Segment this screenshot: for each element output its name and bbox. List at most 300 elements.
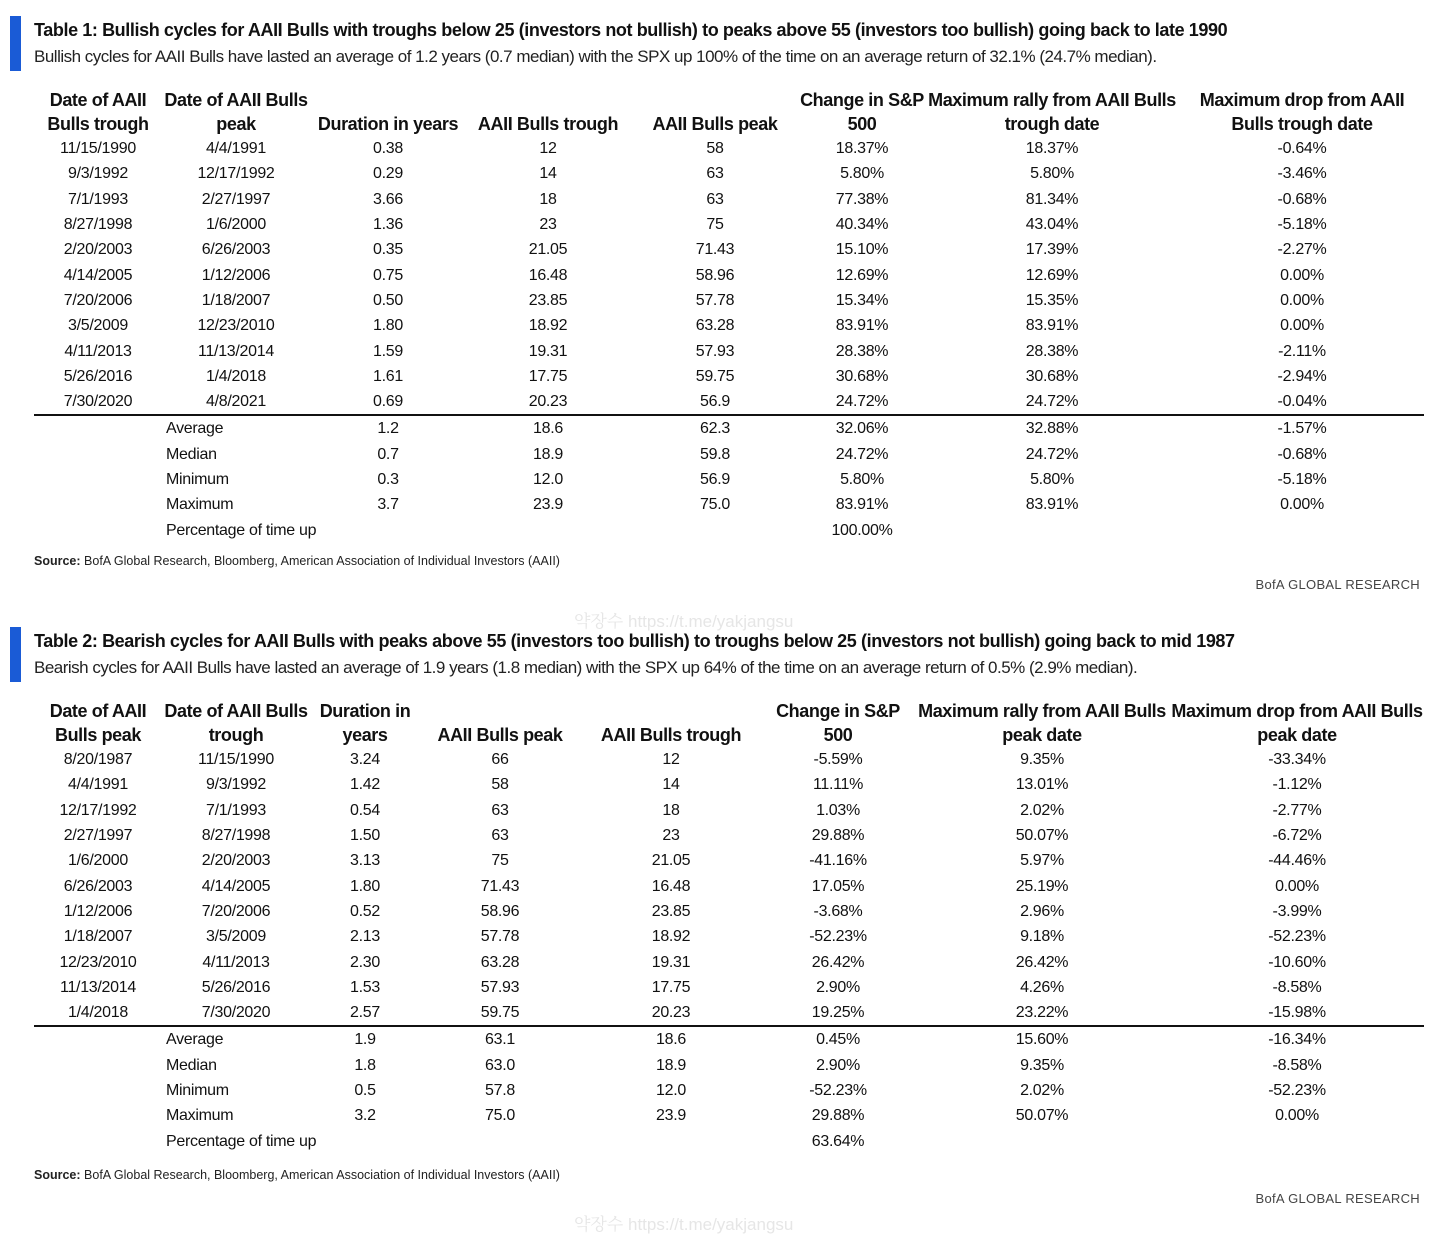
table-cell: 13.01% xyxy=(1015,776,1069,794)
table-cell: 4/4/1991 xyxy=(68,776,128,794)
table-cell: 7/1/1993 xyxy=(206,801,266,819)
table-cell: 5.97% xyxy=(1020,852,1064,870)
table-cell: 1.53 xyxy=(350,978,380,996)
summary-row xyxy=(34,1128,1424,1153)
table-cell: 57.93 xyxy=(480,978,520,996)
table-cell: 25.19% xyxy=(1015,877,1069,895)
table-cell: 16.48 xyxy=(651,877,691,895)
column-header: Duration in years xyxy=(319,701,411,745)
table-cell: 83.91% xyxy=(1025,317,1079,335)
table-cell: -41.16% xyxy=(809,852,867,870)
summary-row xyxy=(34,1103,1424,1128)
table-cell: 57.78 xyxy=(695,291,735,309)
table-cell: 11/15/1990 xyxy=(60,140,136,158)
table-cell: 2.57 xyxy=(350,1004,380,1022)
table-row xyxy=(34,823,1424,848)
column-header: AAII Bulls peak xyxy=(652,114,778,134)
summary-cell: 23.9 xyxy=(656,1107,686,1125)
table-cell: 1/4/2018 xyxy=(68,1004,128,1022)
column-header: Maximum drop from AAII Bulls peak date xyxy=(1171,701,1423,745)
table-cell: -52.23% xyxy=(809,928,867,946)
empty-cell xyxy=(34,467,162,492)
summary-cell: 63.1 xyxy=(420,1026,580,1052)
table-cell: 14 xyxy=(662,776,680,794)
table-cell: 58 xyxy=(706,140,724,158)
empty-cell xyxy=(34,415,162,441)
table-cell: 66 xyxy=(491,751,509,769)
summary-label: Minimum xyxy=(166,471,229,488)
table-cell: 4/8/2021 xyxy=(206,393,266,411)
summary-cell: -16.34% xyxy=(1170,1026,1424,1052)
empty-cell xyxy=(34,1053,162,1078)
table-cell: 4/4/1991 xyxy=(206,140,266,158)
source-text: BofA Global Research, Bloomberg, American Association of Individual Investors (AAII) xyxy=(84,1168,560,1182)
summary-cell: 23.9 xyxy=(533,496,563,514)
table-cell: 12.69% xyxy=(835,266,889,284)
summary-cell: 24.72% xyxy=(835,445,889,463)
table-cell: 1.50 xyxy=(350,827,380,845)
summary-row xyxy=(34,517,1424,542)
summary-cell: 0.5 xyxy=(354,1082,376,1099)
table-cell: 11/13/2014 xyxy=(60,978,136,996)
table-cell: 1.80 xyxy=(373,317,403,335)
summary-cell: 75.0 xyxy=(485,1107,515,1125)
table-cell: 4/11/2013 xyxy=(202,953,270,971)
table-cell: 8/27/1998 xyxy=(201,827,271,845)
table-cell: 75 xyxy=(706,216,724,234)
summary-cell xyxy=(1170,1128,1424,1153)
table-cell: 5/26/2016 xyxy=(63,367,133,385)
table-cell: 12/17/1992 xyxy=(197,165,275,183)
table-cell: -2.77% xyxy=(1272,801,1322,819)
summary-cell xyxy=(466,517,630,542)
summary-row xyxy=(34,442,1424,467)
summary-cell: 3.7 xyxy=(377,496,399,514)
column-header: Maximum rally from AAII Bulls peak date xyxy=(918,701,1166,745)
table-cell: 3.66 xyxy=(373,190,403,208)
summary-cell: 24.72% xyxy=(1025,445,1079,463)
summary-label: Maximum xyxy=(166,1107,234,1125)
summary-cell: 100.00% xyxy=(831,521,893,539)
table-cell: 2.90% xyxy=(816,978,860,996)
table-cell: 7/1/1993 xyxy=(68,190,128,208)
summary-cell: 2.90% xyxy=(816,1056,860,1074)
summary-label: Percentage of time up xyxy=(166,1132,317,1150)
empty-cell xyxy=(34,517,162,542)
table-row xyxy=(34,848,1424,873)
table-cell: 2/20/2003 xyxy=(201,852,271,870)
table-cell: 63.28 xyxy=(480,953,520,971)
table2-source xyxy=(34,1168,560,1182)
column-header: Maximum rally from AAII Bulls trough date xyxy=(928,90,1176,134)
table-cell: 2.30 xyxy=(350,953,380,971)
summary-cell: 18.6 xyxy=(466,415,630,441)
table-cell: 23.85 xyxy=(528,291,568,309)
table-cell: 2.96% xyxy=(1020,902,1064,920)
table-cell: 0.69 xyxy=(373,393,403,411)
table1-title: Table 1: Bullish cycles for AAII Bulls with troughs below 25 (investors not bullish) to peaks above 55 (investors too bullish) going back to late 1990 xyxy=(34,20,1228,40)
table-cell: 11.11% xyxy=(812,776,864,794)
table-cell: -0.04% xyxy=(1277,393,1327,411)
table-cell: 1/12/2006 xyxy=(201,266,271,284)
summary-label: Maximum xyxy=(166,496,234,514)
table-cell: 20.23 xyxy=(528,393,568,411)
table-row xyxy=(34,798,1424,823)
table-cell: 12/23/2010 xyxy=(197,317,275,335)
table-cell: 7/30/2020 xyxy=(63,393,133,411)
table-cell: 18.37% xyxy=(835,140,889,158)
table-cell: 16.48 xyxy=(528,266,568,284)
table-cell: 0.54 xyxy=(350,801,380,819)
table-cell: 29.88% xyxy=(811,827,865,845)
column-header: Duration in years xyxy=(317,114,459,134)
summary-cell xyxy=(1180,517,1424,542)
table1 xyxy=(34,88,1424,543)
table-row xyxy=(34,924,1424,949)
summary-cell: 1.2 xyxy=(310,415,466,441)
summary-cell: 83.91% xyxy=(1025,496,1079,514)
table2-footer: BofA GLOBAL RESEARCH xyxy=(1255,1191,1420,1206)
table-cell: 2/20/2003 xyxy=(63,241,133,259)
table2-title: Table 2: Bearish cycles for AAII Bulls with peaks above 55 (investors too bullish) to troughs below 25 (investors not bullish) going back to mid 1987 xyxy=(34,631,1235,651)
column-header: AAII Bulls trough xyxy=(600,725,742,745)
table-cell: 11/15/1990 xyxy=(198,751,274,769)
summary-cell xyxy=(420,1128,580,1153)
table-cell: 59.75 xyxy=(695,367,735,385)
table-cell: 1.42 xyxy=(350,776,380,794)
summary-cell: 0.3 xyxy=(377,471,399,488)
table-cell: 9.35% xyxy=(1020,751,1064,769)
empty-cell xyxy=(34,1078,162,1103)
column-header: Date of AAII Bulls trough xyxy=(164,701,308,745)
table-cell: 12.69% xyxy=(1025,266,1079,284)
summary-cell: -52.23% xyxy=(809,1082,867,1099)
table-cell: 6/26/2003 xyxy=(63,877,133,895)
table-cell: 12/23/2010 xyxy=(59,953,137,971)
table-row xyxy=(34,899,1424,924)
table-cell: 23.22% xyxy=(1015,1004,1069,1022)
summary-cell: -52.23% xyxy=(1268,1082,1326,1099)
table-cell: 3.13 xyxy=(350,852,380,870)
summary-row xyxy=(34,467,1424,492)
table1-source xyxy=(34,554,560,568)
table-cell: 71.43 xyxy=(480,877,520,895)
table-cell: -2.94% xyxy=(1277,367,1327,385)
summary-row xyxy=(34,492,1424,517)
table-cell: -3.99% xyxy=(1272,902,1322,920)
summary-label: Median xyxy=(166,445,217,463)
table-cell: 21.05 xyxy=(528,241,568,259)
summary-cell: 50.07% xyxy=(1015,1107,1069,1125)
table-cell: 1.80 xyxy=(350,877,380,895)
table-cell: 0.75 xyxy=(373,266,403,284)
table-cell: -5.59% xyxy=(813,751,863,769)
summary-row xyxy=(34,1078,1424,1103)
table-cell: 12/17/1992 xyxy=(59,801,137,819)
table-cell: 5.80% xyxy=(1030,165,1074,183)
table-cell: 15.35% xyxy=(1025,291,1079,309)
table-cell: 15.10% xyxy=(835,241,889,259)
summary-label: Percentage of time up xyxy=(166,521,317,539)
table-cell: 21.05 xyxy=(651,852,691,870)
table-cell: 18.37% xyxy=(1025,140,1079,158)
summary-cell: 18.6 xyxy=(580,1026,762,1052)
table-cell: 28.38% xyxy=(1025,342,1079,360)
table-cell: 4/11/2013 xyxy=(64,342,132,360)
table-cell: -0.68% xyxy=(1277,190,1327,208)
table-cell: -2.11% xyxy=(1278,342,1326,360)
table-cell: 18.92 xyxy=(528,317,568,335)
table-cell: 40.34% xyxy=(835,216,889,234)
table-cell: 63 xyxy=(706,190,724,208)
table-cell: 0.35 xyxy=(373,241,403,259)
summary-row xyxy=(34,1053,1424,1078)
column-header: Change in S&P 500 xyxy=(776,701,900,745)
summary-label: Minimum xyxy=(166,1082,229,1099)
table-cell: 2/27/1997 xyxy=(63,827,133,845)
table-row xyxy=(34,262,1424,287)
summary-cell: 29.88% xyxy=(811,1107,865,1125)
summary-cell: 32.06% xyxy=(800,415,924,441)
summary-cell: 32.88% xyxy=(924,415,1180,441)
column-header: Date of AAII Bulls peak xyxy=(49,701,147,745)
table-cell: 58.96 xyxy=(480,902,520,920)
table-cell: 23 xyxy=(662,827,680,845)
table-cell: 58 xyxy=(491,776,509,794)
summary-cell: 0.00% xyxy=(1275,1107,1319,1125)
table-row xyxy=(34,747,1424,772)
table-cell: 3/5/2009 xyxy=(68,317,128,335)
table-cell: 9/3/1992 xyxy=(206,776,266,794)
table-cell: 0.38 xyxy=(373,140,403,158)
table-row xyxy=(34,313,1424,338)
empty-cell xyxy=(34,1026,162,1052)
table2-accent-bar xyxy=(10,627,21,682)
table-cell: 18 xyxy=(539,190,557,208)
table-cell: -10.60% xyxy=(1268,953,1326,971)
table-cell: -5.18% xyxy=(1277,216,1327,234)
table-cell: 0.00% xyxy=(1280,291,1324,309)
table-cell: 75 xyxy=(491,852,509,870)
summary-cell xyxy=(914,1128,1170,1153)
summary-cell: 0.00% xyxy=(1280,496,1324,514)
table-cell: 0.00% xyxy=(1275,877,1319,895)
table-cell: 56.9 xyxy=(700,393,730,411)
table1-footer: BofA GLOBAL RESEARCH xyxy=(1255,577,1420,592)
table-cell: 24.72% xyxy=(835,393,889,411)
table-cell: 50.07% xyxy=(1015,827,1069,845)
table-cell: 14 xyxy=(539,165,557,183)
summary-cell: 9.35% xyxy=(1020,1056,1064,1074)
summary-cell: 62.3 xyxy=(630,415,800,441)
summary-cell: 15.60% xyxy=(914,1026,1170,1052)
table-cell: 23.85 xyxy=(651,902,691,920)
table-cell: 30.68% xyxy=(1025,367,1079,385)
summary-cell: 1.9 xyxy=(310,1026,420,1052)
table-row xyxy=(34,772,1424,797)
table-cell: 0.29 xyxy=(373,165,403,183)
table1-accent-bar xyxy=(10,16,21,71)
table-cell: 17.05% xyxy=(811,877,865,895)
summary-cell: 57.8 xyxy=(485,1082,515,1099)
table-cell: -0.64% xyxy=(1277,140,1327,158)
summary-cell: 1.8 xyxy=(354,1056,376,1074)
table-cell: 63.28 xyxy=(695,317,735,335)
table-cell: 5.80% xyxy=(840,165,884,183)
table-cell: 12 xyxy=(539,140,557,158)
column-header: AAII Bulls trough xyxy=(477,114,619,134)
table-cell: -3.46% xyxy=(1277,165,1327,183)
table-cell: 5/26/2016 xyxy=(201,978,271,996)
table-cell: 17.75 xyxy=(528,367,568,385)
table-cell: 7/20/2006 xyxy=(201,902,271,920)
empty-cell xyxy=(34,1128,162,1153)
summary-cell: 18.9 xyxy=(533,445,563,463)
table-cell: 18 xyxy=(662,801,680,819)
empty-cell xyxy=(34,1103,162,1128)
table-cell: -44.46% xyxy=(1268,852,1326,870)
source-label: Source: xyxy=(34,1168,81,1182)
source-text: BofA Global Research, Bloomberg, American Association of Individual Investors (AAII) xyxy=(84,554,560,568)
table-cell: 0.52 xyxy=(350,902,380,920)
summary-cell: 83.91% xyxy=(835,496,889,514)
header-row xyxy=(34,88,1424,136)
table-cell: -33.34% xyxy=(1268,751,1326,769)
table-cell: 81.34% xyxy=(1025,190,1079,208)
summary-cell: 63.64% xyxy=(811,1132,865,1150)
table-cell: 0.00% xyxy=(1280,266,1324,284)
table2 xyxy=(34,699,1424,1154)
table-cell: 19.31 xyxy=(528,342,568,360)
table-cell: 7/20/2006 xyxy=(63,291,133,309)
table-row xyxy=(34,873,1424,898)
table-row xyxy=(34,212,1424,237)
table-cell: 4/14/2005 xyxy=(63,266,133,284)
table-cell: -2.27% xyxy=(1277,241,1327,259)
table-row xyxy=(34,161,1424,186)
summary-cell: -8.58% xyxy=(1272,1056,1322,1074)
watermark: 약장수 https://t.me/yakjangsu xyxy=(574,612,794,631)
table-cell: -8.58% xyxy=(1272,978,1322,996)
summary-cell: 3.2 xyxy=(354,1107,376,1125)
table-cell: 4/14/2005 xyxy=(201,877,271,895)
table-row xyxy=(34,389,1424,415)
summary-cell xyxy=(580,1128,762,1153)
table-cell: -15.98% xyxy=(1268,1004,1326,1022)
table1-subtitle: Bullish cycles for AAII Bulls have lasted an average of 1.2 years (0.7 median) with the SPX up 100% of the time on an average return of 32.1% (24.7% median). xyxy=(34,47,1157,66)
summary-row xyxy=(34,415,1424,441)
table-cell: 3.24 xyxy=(350,751,380,769)
summary-row xyxy=(34,1026,1424,1052)
table-cell: 58.96 xyxy=(695,266,735,284)
summary-cell: -1.57% xyxy=(1180,415,1424,441)
table-row xyxy=(34,1000,1424,1026)
table-cell: 12 xyxy=(662,751,680,769)
table-cell: 2.02% xyxy=(1020,801,1064,819)
column-header: Change in S&P 500 xyxy=(800,90,924,134)
table-cell: -6.72% xyxy=(1272,827,1322,845)
table-cell: 9/3/1992 xyxy=(68,165,128,183)
table-cell: 1/12/2006 xyxy=(63,902,133,920)
table-cell: 63 xyxy=(491,801,509,819)
summary-cell: 56.9 xyxy=(700,471,730,488)
summary-cell: 12.0 xyxy=(656,1082,686,1099)
table-cell: 7/30/2020 xyxy=(201,1004,271,1022)
table-cell: 15.34% xyxy=(835,291,889,309)
summary-cell: -0.68% xyxy=(1277,445,1327,463)
table-cell: 59.75 xyxy=(480,1004,520,1022)
table-cell: 77.38% xyxy=(835,190,889,208)
table-row xyxy=(34,364,1424,389)
table-cell: 8/20/1987 xyxy=(63,751,133,769)
table-cell: 1/18/2007 xyxy=(63,928,133,946)
table-row xyxy=(34,975,1424,1000)
column-header: Maximum drop from AAII Bulls trough date xyxy=(1199,90,1405,134)
table-cell: 19.25% xyxy=(811,1004,865,1022)
table-cell: 1.61 xyxy=(373,367,403,385)
table-row xyxy=(34,338,1424,363)
header-row xyxy=(34,699,1424,747)
table-cell: 3/5/2009 xyxy=(206,928,266,946)
table-cell: 57.78 xyxy=(480,928,520,946)
table-cell: 9.18% xyxy=(1020,928,1064,946)
table-cell: 4.26% xyxy=(1020,978,1064,996)
table-cell: 28.38% xyxy=(835,342,889,360)
table-cell: 43.04% xyxy=(1025,216,1079,234)
summary-cell: 5.80% xyxy=(840,471,884,488)
summary-cell: -5.18% xyxy=(1277,471,1327,488)
table-cell: 1.59 xyxy=(373,342,403,360)
empty-cell xyxy=(34,492,162,517)
table-cell: 17.75 xyxy=(651,978,691,996)
table-cell: 24.72% xyxy=(1025,393,1079,411)
source-label: Source: xyxy=(34,554,81,568)
summary-cell xyxy=(630,517,800,542)
watermark: 약장수 https://t.me/yakjangsu xyxy=(574,1215,794,1234)
summary-label: Average xyxy=(162,415,310,441)
table-cell: 1.03% xyxy=(816,801,860,819)
summary-cell: 0.45% xyxy=(762,1026,914,1052)
table-cell: 2.13 xyxy=(350,928,380,946)
summary-cell xyxy=(924,517,1180,542)
table-cell: 20.23 xyxy=(651,1004,691,1022)
summary-label: Average xyxy=(162,1026,310,1052)
table-cell: 1/6/2000 xyxy=(68,852,128,870)
table-cell: 26.42% xyxy=(1015,953,1069,971)
table-cell: 71.43 xyxy=(695,241,735,259)
column-header: Date of AAII Bulls peak xyxy=(164,90,308,134)
table-row xyxy=(34,949,1424,974)
table-cell: -52.23% xyxy=(1268,928,1326,946)
table-cell: 11/13/2014 xyxy=(198,342,274,360)
summary-cell: 75.0 xyxy=(700,496,730,514)
table-cell: 23 xyxy=(539,216,557,234)
column-header: AAII Bulls peak xyxy=(437,725,563,745)
table-cell: 17.39% xyxy=(1025,241,1079,259)
summary-label: Median xyxy=(166,1056,217,1074)
table-cell: 19.31 xyxy=(651,953,691,971)
table-cell: 2/27/1997 xyxy=(201,190,271,208)
table-cell: 1/6/2000 xyxy=(206,216,266,234)
table-cell: 63 xyxy=(706,165,724,183)
summary-cell: 2.02% xyxy=(1020,1082,1064,1099)
empty-cell xyxy=(34,442,162,467)
table-row xyxy=(34,187,1424,212)
table-cell: 1.36 xyxy=(373,216,403,234)
table-cell: -1.12% xyxy=(1272,776,1322,794)
column-header: Date of AAII Bulls trough xyxy=(47,90,149,134)
table-row xyxy=(34,136,1424,161)
